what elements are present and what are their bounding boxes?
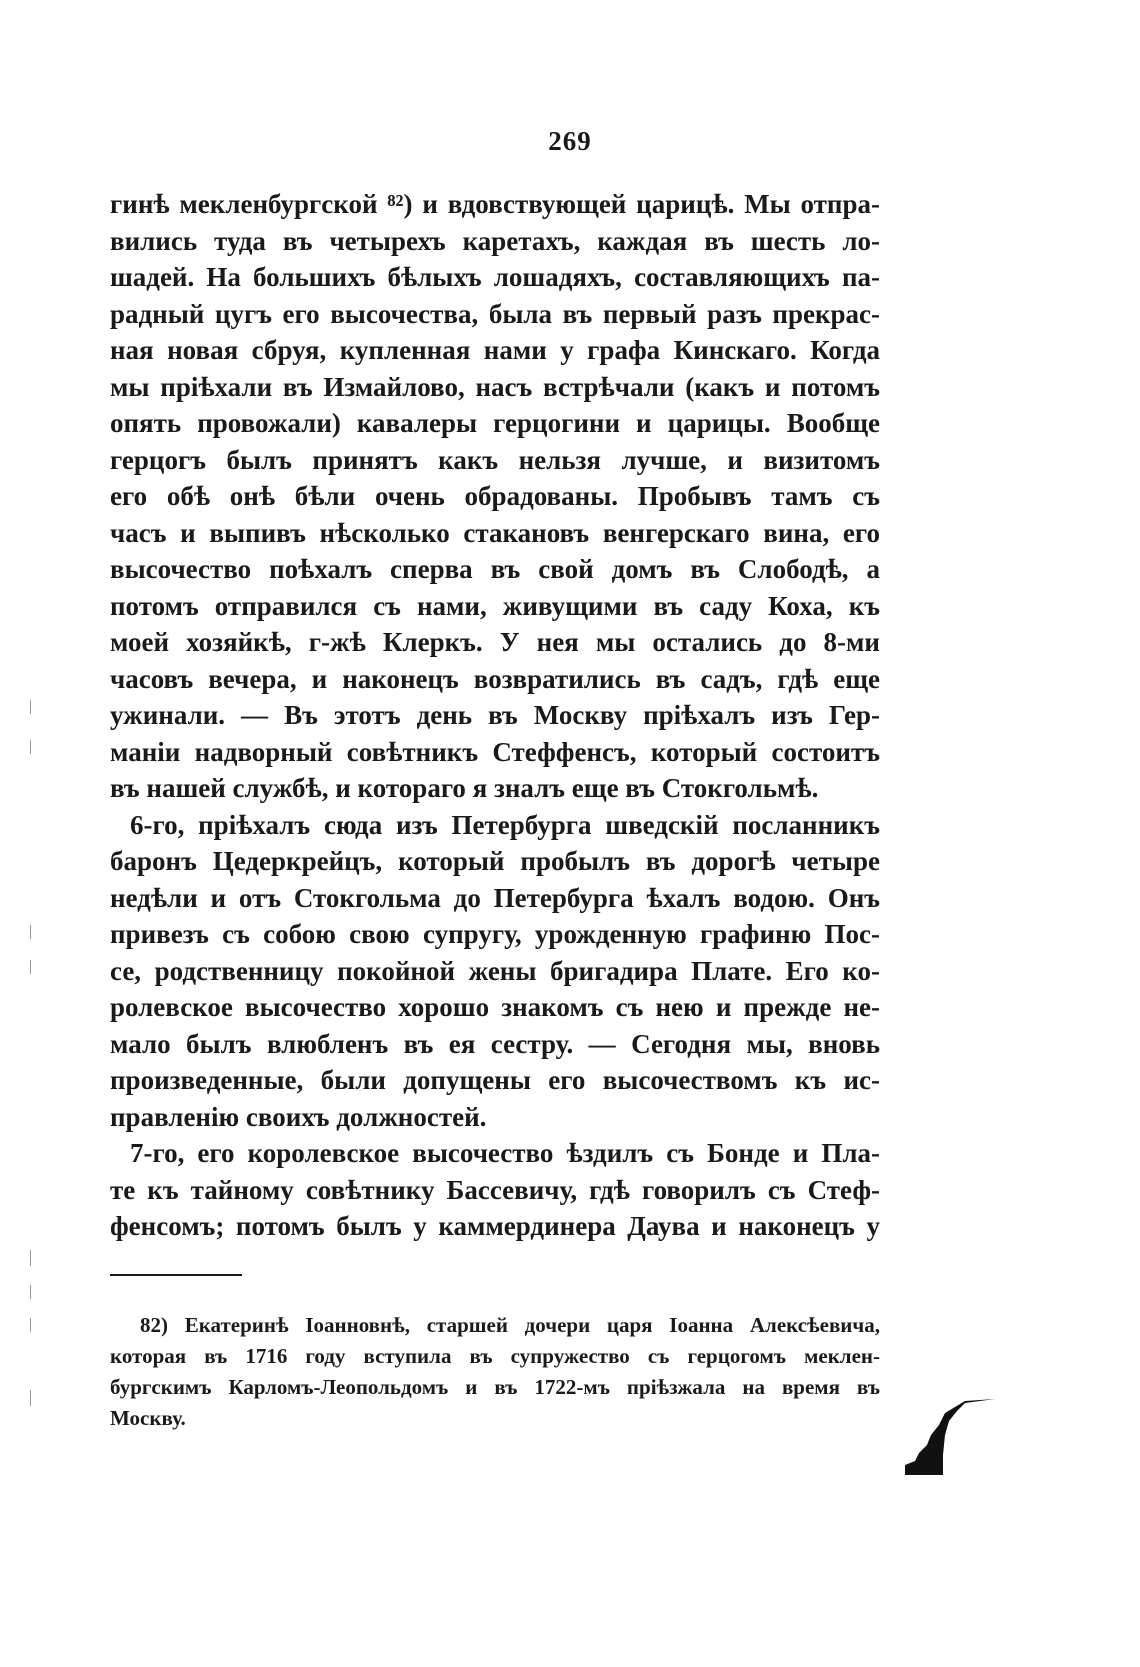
- text-line: недѣли и отъ Стокгольма до Петербурга ѣхалъ водою. Онъ: [110, 882, 880, 913]
- text-line: произведенные, были допущены его высочествомъ къ ис-: [110, 1065, 880, 1095]
- footnote: [110, 1310, 880, 1434]
- scan-tick: [30, 1390, 31, 1406]
- text-line: потомъ отправился съ нами, живущими въ саду Коха, къ: [110, 590, 880, 621]
- scan-tick: [30, 1318, 31, 1332]
- text-line: шадей. На большихъ бѣлыхъ лошадяхъ, составляющихъ па-: [110, 262, 880, 292]
- text-line: опять провожали) кавалеры герцогини и царицы. Вообще: [110, 408, 880, 438]
- scan-tick: [30, 740, 31, 754]
- text-line: моей хозяйкѣ, г-жѣ Клеркъ. У нея мы остались до 8-ми: [110, 627, 880, 657]
- text-line: высочество поѣхалъ сперва въ свой домъ въ Слободѣ, а: [110, 554, 880, 584]
- text-line: радный цугъ его высочества, была въ первый разъ прекрас-: [110, 298, 880, 329]
- scan-tick: [30, 925, 31, 939]
- text-line: се, родственницу покойной жены бригадира Плате. Его ко-: [110, 955, 880, 986]
- text-line: часовъ вечера, и наконецъ возвратились въ садъ, гдѣ еще: [110, 663, 880, 694]
- scan-tick: [30, 1250, 31, 1266]
- text-line: те къ тайному совѣтнику Бассевичу, гдѣ говорилъ съ Стеф-: [110, 1174, 880, 1205]
- footnote-line: бургскимъ Карломъ-Леопольдомъ и въ 1722-мъ пріѣзжала на время въ: [110, 1375, 880, 1399]
- scan-tick: [30, 960, 31, 974]
- text-line: маніи надворный совѣтникъ Стеффенсъ, который состоитъ: [110, 736, 880, 767]
- scan-artifact-mark: [905, 1395, 995, 1475]
- footnote-divider: [110, 1274, 242, 1276]
- scan-tick: [30, 1285, 31, 1299]
- text-line: герцогъ былъ принятъ какъ нельзя лучше, и визитомъ: [110, 444, 880, 475]
- text-line: 7-го, его королевское высочество ѣздилъ съ Бонде и Пла-: [130, 1138, 880, 1168]
- text-line: его обѣ онѣ бѣли очень обрадованы. Пробывъ тамъ съ: [110, 481, 880, 511]
- text-line: ужинали. — Въ этотъ день въ Москву пріѣхалъ изъ Гер-: [110, 700, 880, 730]
- text-line: часъ и выпивъ нѣсколько стакановъ венгерскаго вина, его: [110, 517, 880, 548]
- footnote-line: Москву.: [110, 1406, 186, 1430]
- text-line: мало былъ влюбленъ въ ея сестру. — Сегодня мы, вновь: [110, 1028, 880, 1059]
- text-line: въ нашей службѣ, и котораго я зналъ еще въ Стокгольмѣ.: [110, 773, 819, 803]
- text-line: привезъ съ собою свою супругу, урожденную графиню Пос-: [110, 919, 880, 949]
- page-number: 269: [548, 126, 592, 156]
- text-line: баронъ Цедеркрейцъ, который пробылъ въ дорогѣ четыре: [110, 846, 880, 876]
- text-line: ная новая сбруя, купленная нами у графа Кинскаго. Когда: [110, 335, 880, 365]
- footnote-line: 82) Екатеринѣ Іоанновнѣ, старшей дочери царя Іоанна Алексѣевича,: [140, 1313, 880, 1337]
- scan-tick: [30, 700, 31, 714]
- text-line: 6-го, пріѣхалъ сюда изъ Петербурга шведскій посланникъ: [130, 809, 880, 840]
- text-line: фенсомъ; потомъ былъ у каммердинера Даува и наконецъ у: [110, 1211, 880, 1241]
- footnote-line: которая въ 1716 году вступила въ супружество съ герцогомъ меклен-: [110, 1344, 880, 1368]
- text-line: правленію своихъ должностей.: [110, 1101, 487, 1132]
- scan-margin-marks: [30, 0, 40, 1667]
- text-line: гинѣ мекленбургской ⁸²) и вдовствующей царицѣ. Мы отпра-: [110, 189, 880, 219]
- text-line: вились туда въ четырехъ каретахъ, каждая въ шесть ло-: [110, 225, 880, 256]
- text-line: мы пріѣхали въ Измайлово, насъ встрѣчали (какъ и потомъ: [110, 371, 880, 402]
- text-line: ролевское высочество хорошо знакомъ съ нею и прежде не-: [110, 992, 880, 1022]
- body-text: [110, 186, 880, 1245]
